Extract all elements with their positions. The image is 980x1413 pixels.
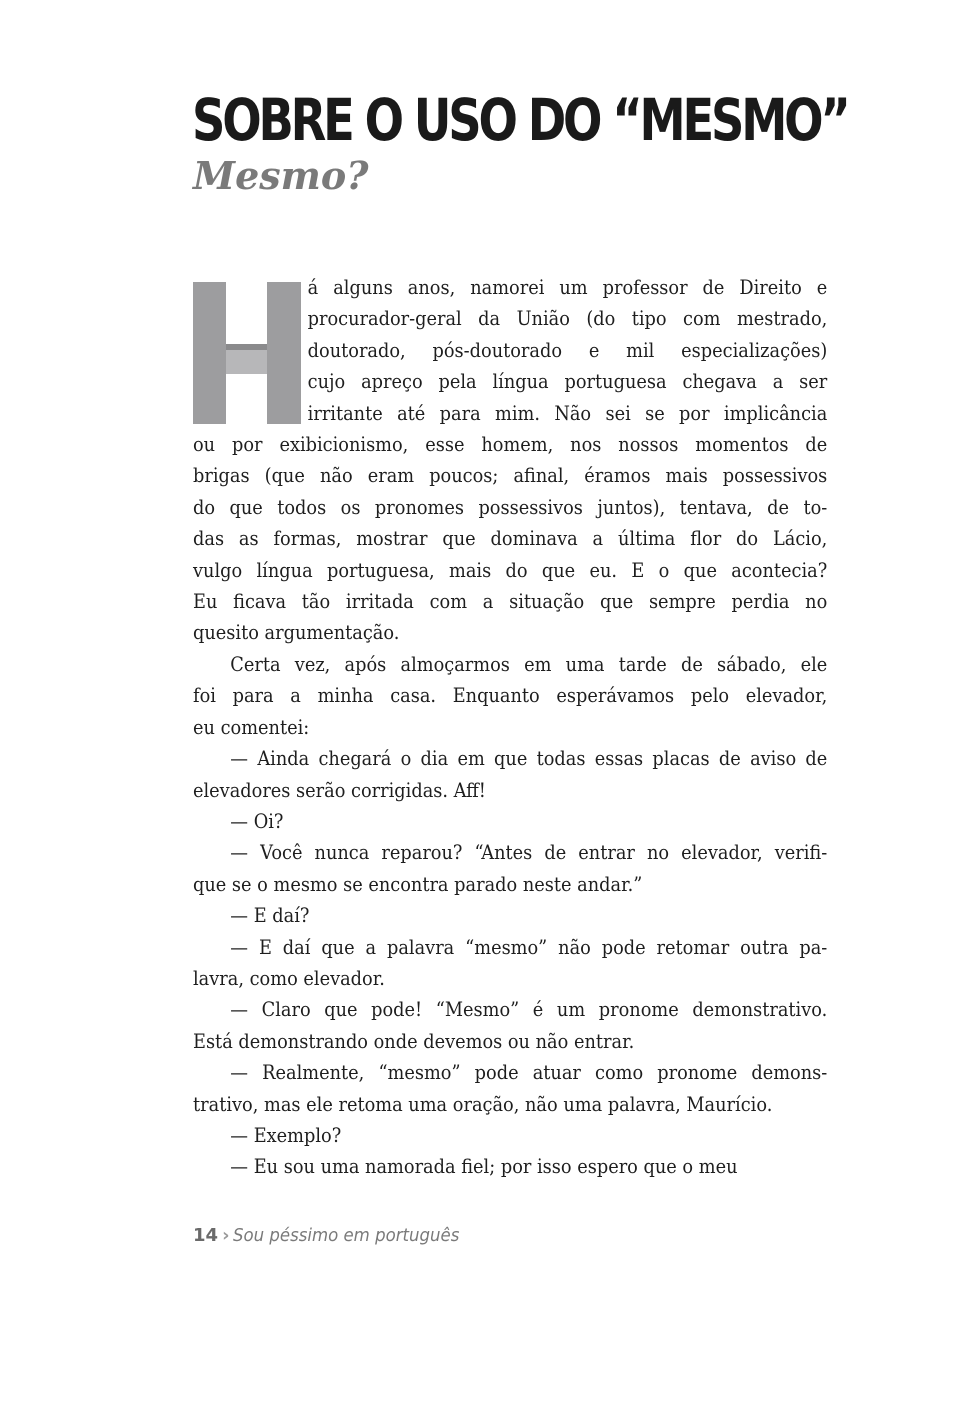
text-line: — E daí? xyxy=(230,904,310,928)
text-line: — Realmente, “mesmo” pode atuar como pronome demons- xyxy=(230,1061,828,1085)
text-line: Certa vez, após almoçarmos em uma tarde de sábado, ele xyxy=(230,652,828,676)
body-paragraph xyxy=(193,1151,827,1182)
text-line: — Você nunca reparou? “Antes de entrar no elevador, verifi- xyxy=(230,841,828,865)
text-line: que se o mesmo se encontra parado neste andar.” xyxy=(193,872,643,896)
body-paragraph xyxy=(193,272,827,649)
text-line: irritante até para mim. Não sei se por implicância xyxy=(307,401,828,425)
chevron-right-icon: › xyxy=(222,1225,230,1246)
body-paragraph xyxy=(193,1057,827,1120)
body-paragraph xyxy=(193,649,827,743)
text-line: eu comentei: xyxy=(193,715,310,739)
text-line: — Oi? xyxy=(230,809,284,833)
body-paragraph xyxy=(193,900,827,931)
chapter-body xyxy=(193,272,827,1183)
text-line: doutorado, pós-doutorado e mil especializações) xyxy=(307,338,828,362)
text-line: procurador-geral da União (do tipo com mestrado, xyxy=(307,307,828,331)
body-paragraph xyxy=(193,743,827,806)
text-line: ou por exibicionismo, esse homem, nos nossos momentos de xyxy=(193,433,828,457)
paragraph-container xyxy=(193,272,827,1183)
page-footer xyxy=(193,1224,480,1248)
text-line: cujo apreço pela língua portuguesa chegava a ser xyxy=(307,370,828,394)
text-line: elevadores serão corrigidas. Aff! xyxy=(193,778,486,802)
text-line: das as formas, mostrar que dominava a última flor do Lácio, xyxy=(193,527,828,551)
chapter-title: SOBRE O USO DO “MESMO” xyxy=(192,86,848,154)
body-paragraph xyxy=(193,1120,827,1151)
body-paragraph xyxy=(193,932,827,995)
text-line: do que todos os pronomes possessivos juntos), tentava, de to- xyxy=(193,495,828,519)
text-line: brigas (que não eram poucos; afinal, éramos mais possessivos xyxy=(193,464,828,488)
chapter-subtitle: Mesmo? xyxy=(193,153,369,198)
text-line: — Ainda chegará o dia em que todas essas placas de aviso de xyxy=(230,747,828,771)
text-line: trativo, mas ele retoma uma oração, não uma palavra, Maurício. xyxy=(193,1092,773,1116)
text-line: — Exemplo? xyxy=(230,1123,342,1147)
text-line: quesito argumentação. xyxy=(193,621,400,645)
text-line: á alguns anos, namorei um professor de Direito e xyxy=(307,276,828,299)
body-paragraph xyxy=(193,806,827,837)
text-line: — Eu sou uma namorada fiel; por isso espero que o meu xyxy=(230,1155,738,1179)
text-line: Está demonstrando onde devemos ou não entrar. xyxy=(193,1029,635,1053)
page-number: 14 xyxy=(193,1225,219,1246)
text-line: lavra, como elevador. xyxy=(193,966,385,990)
text-line: — Claro que pode! “Mesmo” é um pronome demonstrativo. xyxy=(230,998,828,1022)
text-line: foi para a minha casa. Enquanto esperávamos pelo elevador, xyxy=(193,684,828,708)
body-paragraph xyxy=(193,837,827,900)
body-paragraph xyxy=(193,994,827,1057)
text-line: Eu ficava tão irritada com a situação que sempre perdia no xyxy=(193,590,828,614)
text-line: — E daí que a palavra “mesmo” não pode retomar outra pa- xyxy=(230,935,828,959)
text-line: vulgo língua portuguesa, mais do que eu. E o que acontecia? xyxy=(193,558,828,582)
running-book-title: Sou péssimo em português xyxy=(233,1225,460,1246)
